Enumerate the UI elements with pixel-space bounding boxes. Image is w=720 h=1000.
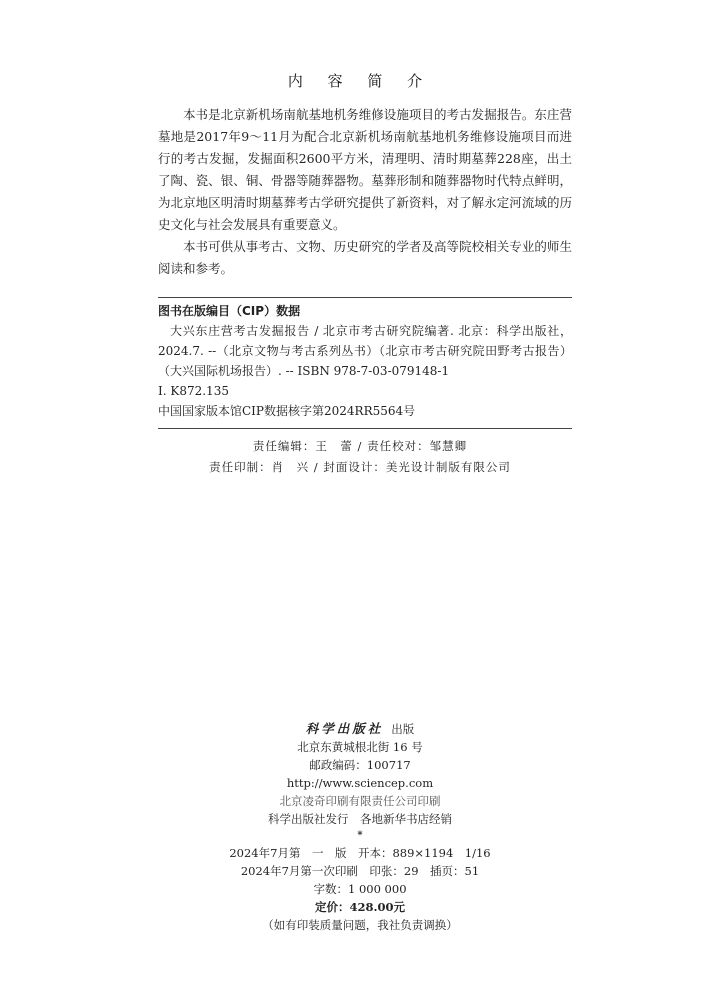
- page-title: 内 容 简 介: [287, 72, 433, 90]
- cip-bottom-divider: [158, 428, 572, 429]
- publisher-address: 北京东黄城根北街 16 号: [297, 740, 423, 754]
- cip-classification: Ⅰ. K872.135: [158, 384, 229, 398]
- website-link: http://www.sciencep.com: [286, 776, 434, 790]
- price: 定价：428.00元: [314, 900, 405, 914]
- cip-record-number: 中国国家版本馆CIP数据核字第2024RR5564号: [158, 404, 416, 418]
- cip-heading: 图书在版编目（CIP）数据: [158, 304, 301, 318]
- separator-star: *: [357, 830, 363, 841]
- cip-top-divider: [158, 297, 572, 298]
- publisher-line: [0, 720, 720, 738]
- content-summary: [158, 104, 572, 280]
- publisher-imprint: [0, 720, 720, 934]
- word-count: 字数：1 000 000: [313, 882, 407, 896]
- publish-word: 出版: [391, 722, 415, 736]
- printer-line: 北京凌奇印刷有限责任公司印刷: [279, 794, 441, 808]
- edition-line: 2024年7月第 一 版 开本：889×1194 1/16: [229, 846, 491, 860]
- summary-paragraph-1: 本书是北京新机场南航基地机务维修设施项目的考古发掘报告。东庄营墓地是2017年9～11月为配合北京新机场南航基地机务维修设施项目而进行的考古发掘，发掘面积2600平方米，清理明、清时期墓葬228座，出土了陶、瓷、银、铜、骨器等随葬器物。墓葬形制和随葬器物时代特点鲜明，为北京地区明清时期墓葬考古学研究提供了新资料，对了解永定河流域的历史文化与社会发展具有重要意义。: [158, 107, 572, 232]
- printing-line: 2024年7月第一次印刷 印张：29 插页：51: [240, 864, 480, 878]
- quality-notice: （如有印装质量问题，我社负责调换）: [262, 918, 458, 932]
- summary-paragraph-2: 本书可供从事考古、文物、历史研究的学者及高等院校相关专业的师生阅读和参考。: [158, 239, 572, 276]
- cip-data-block: [158, 301, 572, 421]
- publisher-name: 科学出版社: [305, 721, 384, 736]
- distribution-line: 科学出版社发行 各地新华书店经销: [268, 812, 452, 826]
- cip-body: 大兴东庄营考古发掘报告 / 北京市考古研究院编著. 北京：科学出版社，2024.7. --（北京文物与考古系列丛书）（北京市考古研究院田野考古报告）（大兴国际机场报告）. -- ISBN 978-7-03-079148-1: [158, 324, 572, 378]
- credits-editor-line: 责任编辑：王 蕾 / 责任校对：邹慧卿: [252, 439, 468, 453]
- postcode: 邮政编码：100717: [309, 758, 411, 772]
- credits-printing-line: 责任印制：肖 兴 / 封面设计：美光设计制版有限公司: [209, 460, 511, 474]
- editorial-credits: [0, 436, 720, 478]
